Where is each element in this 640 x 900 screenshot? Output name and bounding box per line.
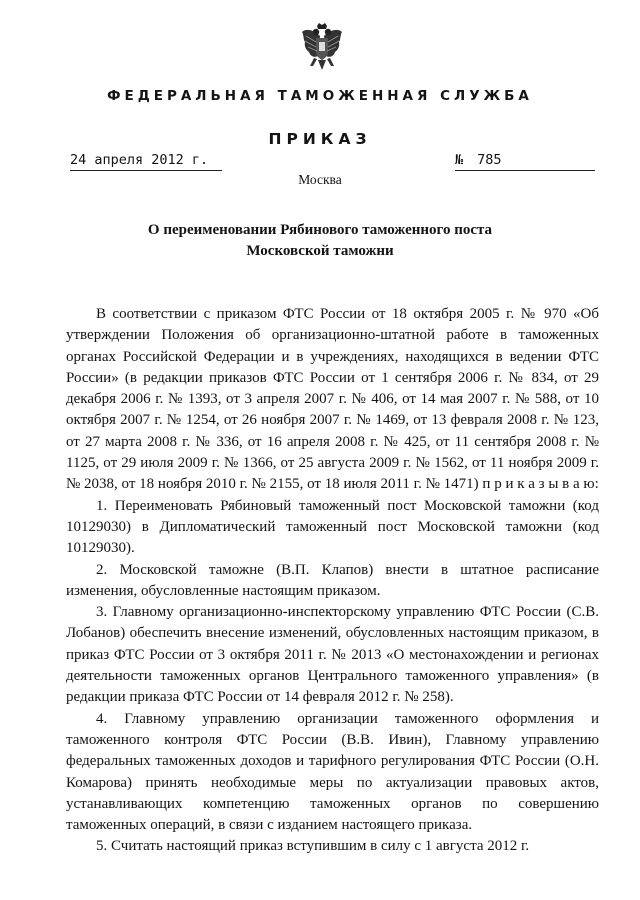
russian-coat-of-arms-icon: [300, 22, 344, 76]
order-subject: [60, 220, 580, 262]
order-item-4: 4. Главному управлению организации таможенного оформления и таможенного контроля ФТС России (В.В. Ивин), Главному управлению федеральных таможенных доходов и тарифного регулирования ФТС России (О.Н. Комарова) принять необходимые меры по актуализации правовых актов, устанавливающих компетенцию таможенных органов по совершению таможенных операций, в связи с изданием настоящего приказа.: [66, 710, 599, 834]
order-number-field: [455, 152, 595, 171]
order-title: ПРИКАЗ: [268, 130, 372, 148]
order-item-5: 5. Считать настоящий приказ вступившим в силу с 1 августа 2012 г.: [96, 838, 530, 855]
order-number: 785: [477, 152, 502, 168]
preamble-paragraph: В соответствии с приказом ФТС России от 18 октября 2005 г. № 970 «Об утверждении Положения об организационно-штатной работе в таможенных органах Российской Федерации и в учреждениях, находящихся в ведении ФТС России» (в редакции приказов ФТС России от 1 сентября 2006 г. № 834, от 29 декабря 2006 г. № 1393, от 3 апреля 2007 г. № 406, от 14 мая 2007 г. № 588, от 10 октября 2007 г. № 1254, от 26 ноября 2007 г. № 1469, от 13 февраля 2008 г. № 123, от 27 марта 2008 г. № 336, от 16 апреля 2008 г. № 425, от 11 сентября 2008 г. № 1125, от 29 июля 2009 г. № 1366, от 25 августа 2009 г. № 1562, от 11 ноября 2009 г. № 2038, от 18 ноября 2010 г. № 2155, от 18 июля 2011 г. № 1471) п р и к а з ы в а ю:: [66, 306, 599, 493]
order-date: 24 апреля 2012 г.: [70, 152, 222, 171]
number-sign: №: [455, 152, 464, 168]
subject-line: Московской таможни: [246, 243, 394, 259]
order-body: [66, 304, 599, 858]
city: Москва: [298, 172, 342, 187]
subject-line: О переименовании Рябинового таможенного поста: [147, 222, 493, 238]
order-item-2: 2. Московской таможне (В.П. Клапов) внести в штатное расписание изменения, обусловленные настоящим приказом.: [66, 561, 599, 599]
order-item-1: 1. Переименовать Рябиновый таможенный пост Московской таможни (код 10129030) в Дипломатический таможенный пост Московской таможни (код 10129030).: [66, 497, 599, 557]
order-item-3: 3. Главному организационно-инспекторскому управлению ФТС России (С.В. Лобанов) обеспечить внесение изменений, обусловленных настоящим приказом, в приказ ФТС России от 3 октября 2011 г. № 2013 «О местонахождении и регионах деятельности таможенных органов Центрального таможенного управления» (в редакции приказа ФТС России от 14 февраля 2012 г. № 258).: [66, 604, 599, 706]
agency-name: ФЕДЕРАЛЬНАЯ ТАМОЖЕННАЯ СЛУЖБА: [107, 88, 533, 104]
